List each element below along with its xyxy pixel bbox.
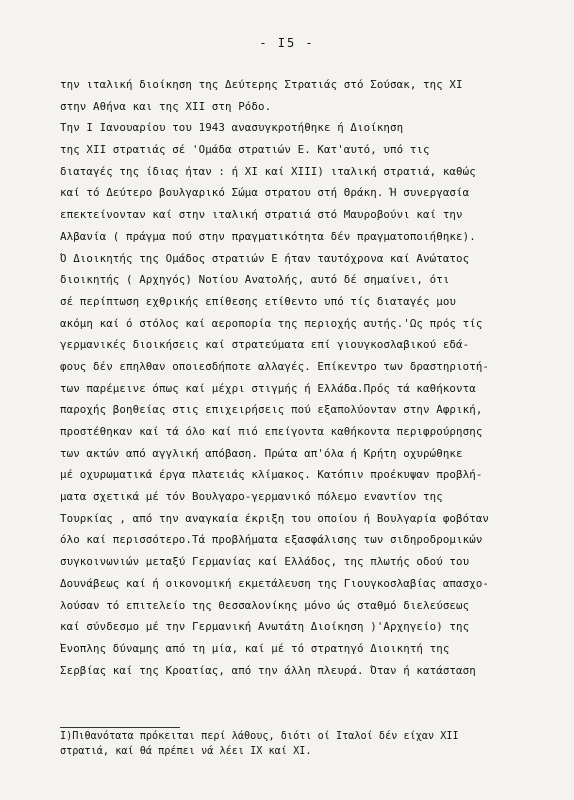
footnotes [60,729,570,759]
text-line: διαταγές της ίδιας ήταν : ή XI καί XIIΙ) ιταλική στρατιά, καθώς [60,164,476,178]
text-line: των παρέμεινε όπως καί μέχρι στιγμής ή Ελλάδα.Πρός τά καθήκοντα [60,381,476,395]
body-text [60,74,570,681]
text-line: διοικητής ( Αρχηγός) Νοτίου Ανατολής, αυτό δέ σημαίνει, ότι [60,273,450,287]
footnote-line: στρατιά, καί θά πρέπει νά λέει ΙΧ καί XI. [60,746,312,757]
page-number: - I5 - [259,36,315,50]
text-line: επεκτείνονταν καί στην ιταλική στρατιά στό Μαυροβούνι καί την [60,208,463,222]
text-line: στην Αθήνα και της XII στη Ρόδο. [60,99,272,113]
text-line: ματα σχετικά μέ τόν Βουλγαρο-γερμανικό πόλεμο εναντίον της [60,490,443,504]
text-line: της XII στρατιάς σέ 'Ομάδα στρατιών Ε. Κατ'αυτό, υπό τις [60,143,430,157]
text-line: μέ οχυρωματικά έργα πλατειάς κλίμακος. Κατόπιν προέκυψαν προβλή- [60,468,483,482]
text-line: Αλβανία ( πράγμα πού στην πραγματικότητα δέν πραγματοποιήθηκε). [60,229,476,243]
text-line: προστέθηκαν καί τά όλο καί πιό επείγοντα καθήκοντα περιφρούρησης [60,425,483,438]
text-line: λούσαν τό επιτελείο της Θεσσαλονίκης μόνο ώς σταθμό διελεύσεως [60,598,470,612]
footnote-line: I)Πιθανότατα πρόκειται περί λάθους, διότι οί Ιταλοί δέν είχαν XII [60,731,459,742]
text-line: Τουρκίας , από την αναγκαία έκριξη του οποίου ή Βουλγαρία φοβόταν [60,511,490,525]
text-line: σέ περίπτωση εχθρικής επίθεσης ετίθεντο υπό τίς διαταγές μου [60,294,457,308]
text-line: Δουνάβεως καί ή οικονομική εκμετάλευση της Γιουγκοσλαβίας απασχο- [60,576,490,590]
text-line: Σερβίας καί της Κροατίας, από την άλλη πλευρά. Όταν ή κατάσταση [60,663,476,677]
text-line: γερμανικές διοικήσεις καί στρατεύματα επί γιουγκοσλαβικού εδά- [60,338,470,352]
text-line: Ένοπλης δύναμης από τη μία, καί μέ τό στρατηγό Διοικητή της [60,641,450,655]
text-line: καί τό Δεύτερο βουλγαρικό Σώμα στρατου στή Θράκη. Ή συνεργασία [60,186,470,200]
text-line: Ό Διοικητής της Ομάδος στρατιών Ε ήταν ταυτόχρονα καί Ανώτατος [60,251,470,265]
text-line: παροχής βοηθείας στις επιχειρήσεις πού εξαπολύονταν στην Αφρική, [60,403,483,417]
text-line: Την Ι Ιανουαρίου του 1943 ανασυγκροτήθηκε ή Διοίκηση [60,121,404,135]
footnote-divider [60,727,180,728]
text-line: συγκοινωνιών μεταξύ Γερμανίας καί Ελλάδος, της πλωτής οδού του [60,555,470,569]
text-line: καί σύνδεσμο μέ την Γερμανική Ανωτάτη Διοίκηση )'Αρχηγείο) της [60,620,470,634]
text-line: ακόμη καί ό στόλος καί αεροπορία της περιοχής αυτής.'Ως πρός τίς [60,316,483,330]
text-line: όλο καί περισσότερο.Τά προβλήματα εξασφάλισης των σιδηροδρομικών [60,533,483,547]
text-line: την ιταλική διοίκηση της Δεύτερης Στρατιάς στό Σούσακ, της XI [60,78,463,91]
text-line: φους δέν επηλθαν οποιεσδήποτε αλλαγές. Επίκεντρο των δραστηριοτή- [60,359,490,373]
text-line: των ακτών από αγγλική απόβαση. Πρώτα απ'όλα ή Κρήτη οχυρώθηκε [60,446,463,460]
